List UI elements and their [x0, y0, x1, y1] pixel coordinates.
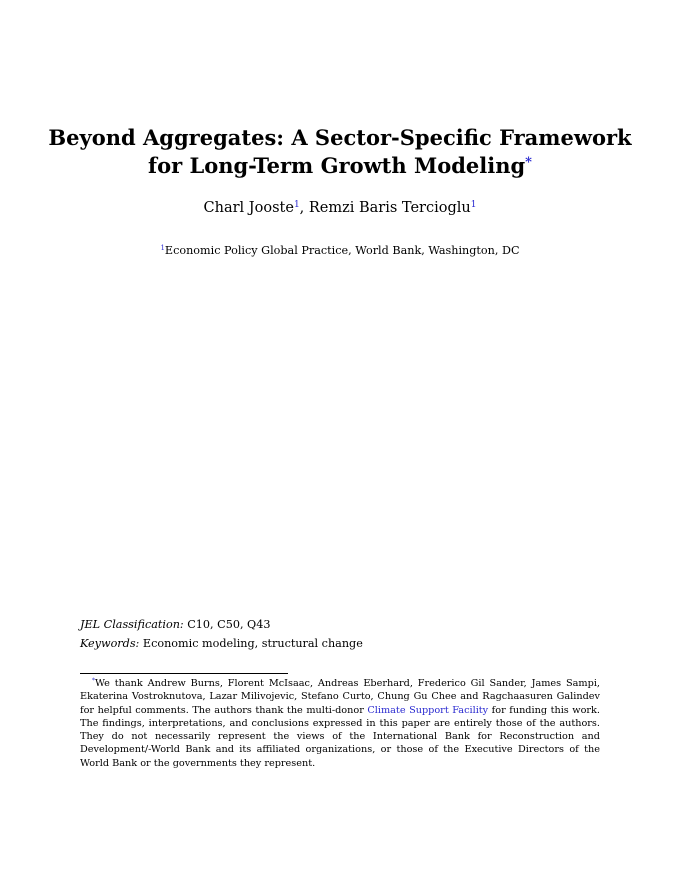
footnote-text-before-link: We thank Andrew Burns, Florent McIsaac, Andreas Eberhard, Frederico Gil Sander, James Sampi, Ekaterina Vostroknutova, Lazar Milivojevic, Stefano Curto, Chung Gu Chee and Ragchaasuren Galindev for helpful comments. The authors thank the multi-donor [80, 678, 600, 716]
author-separator: , [299, 200, 309, 216]
affiliation-text: Economic Policy Global Practice, World Bank, Washington, DC [164, 244, 520, 257]
affiliation-mark: 1 [160, 244, 165, 253]
title-footnote-mark[interactable]: * [525, 154, 532, 170]
keywords-label: Keywords: [80, 637, 140, 650]
footnote-mark: * [92, 677, 95, 685]
keywords [80, 637, 600, 650]
author-name: Remzi Baris Tercioglu [308, 200, 471, 216]
footnote-rule [80, 673, 288, 674]
jel-label: JEL Classification: [80, 618, 184, 631]
author-affil-mark[interactable]: 1 [470, 200, 477, 211]
jel-classification [80, 618, 600, 631]
title-line-2-text: for Long-Term Growth Modeling [148, 153, 526, 178]
title-footnote [80, 677, 600, 770]
affiliation [40, 244, 640, 257]
title-line-2 [40, 152, 640, 180]
title-line-1: Beyond Aggregates: A Sector-Specific Framework [48, 125, 632, 150]
footnote-text-after-link: for funding this work. The findings, interpretations, and conclusions expressed in this paper are entirely those of the authors. They do not necessarily represent the views of the International Bank for Reconstruction and Development/-World Bank and its affiliated organizations, or those of the Executive Directors of the World Bank or the governments they represent. [80, 704, 600, 769]
paper-title [40, 124, 640, 180]
climate-support-facility-link[interactable]: Climate Support Facility [367, 704, 489, 716]
author-name: Charl Jooste [203, 200, 294, 216]
author-list [40, 200, 640, 216]
keywords-value: Economic modeling, structural change [139, 637, 363, 650]
jel-value: C10, C50, Q43 [183, 618, 271, 631]
author-affil-mark[interactable]: 1 [293, 200, 300, 211]
